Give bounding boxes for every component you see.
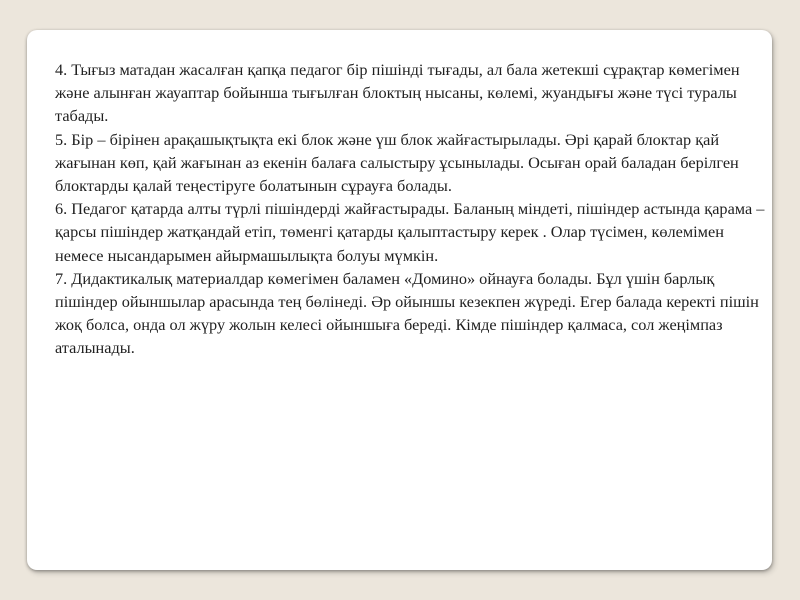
paragraph-item-4: 4. Тығыз матадан жасалған қапқа педагог бір пішінді тығады, ал бала жетекші сұрақтар көмегімен және алынған жауаптар бойынша тығылған блоктың нысаны, көлемі, жуандығы және түсі туралы табады. bbox=[55, 60, 740, 126]
paragraph-item-6: 6. Педагог қатарда алты түрлі пішіндерді жайғастырады. Баланың міндеті, пішіндер астында қарама – қарсы пішіндер жатқандай етіп, төменгі қатарды қалыптастыру керек . Олар түсімен, көлемімен немесе нысандарымен айырмашылықта болуы мүмкін. bbox=[55, 199, 765, 265]
slide-card bbox=[27, 30, 772, 570]
slide-text-body bbox=[55, 58, 770, 360]
paragraph-item-7: 7. Дидактикалық материалдар көмегімен баламен «Домино» ойнауға болады. Бұл үшін барлық пішіндер ойыншылар арасында тең бөлінеді. Әр ойыншы кезекпен жүреді. Егер балада керекті пішін жоқ болса, онда ол жүру жолын келесі ойыншыға береді. Кімде пішіндер қалмаса, сол жеңімпаз аталынады. bbox=[55, 268, 759, 358]
paragraph-item-5: 5. Бір – бірінен арақашықтықта екі блок және үш блок жайғастырылады. Әрі қарай блоктар қай жағынан көп, қай жағынан аз екенін балаға салыстыру ұсынылады. Осыған орай баладан берілген блоктарды қалай теңестіруге болатынын сұрауға болады. bbox=[55, 129, 739, 196]
